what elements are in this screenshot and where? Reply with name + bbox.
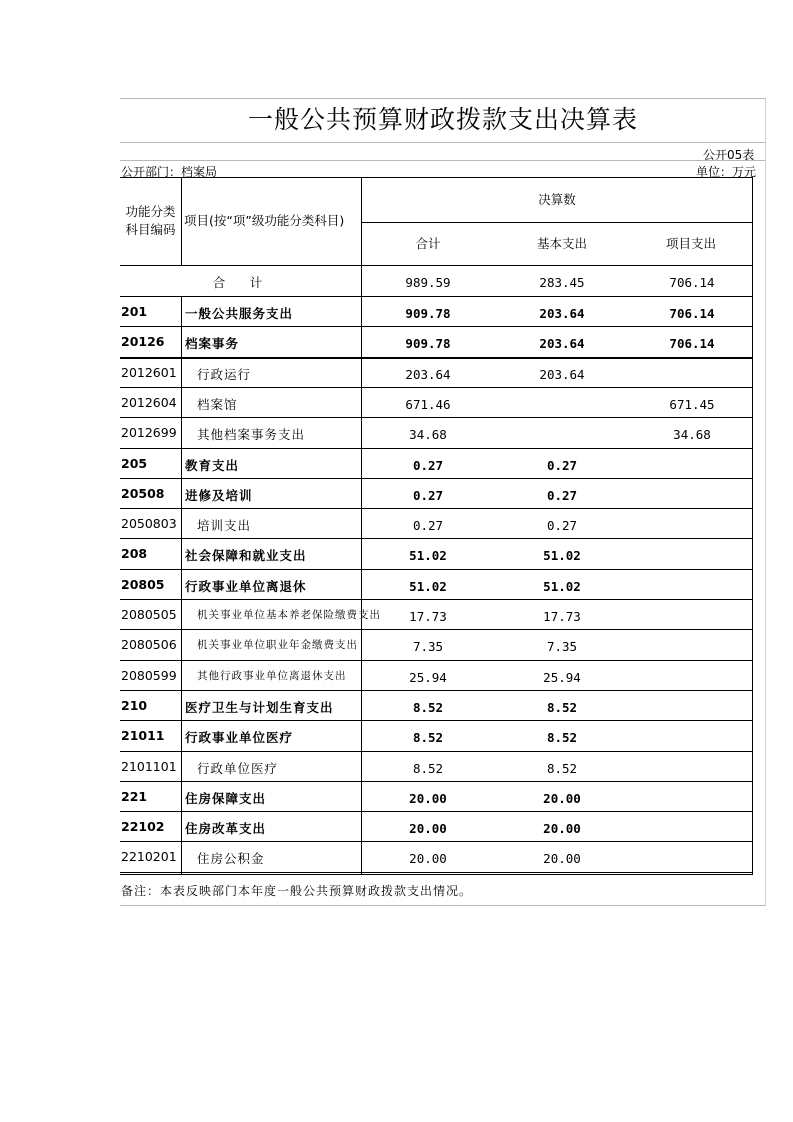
row-code: 22102 (121, 819, 165, 835)
row-name: 机关事业单位职业年金缴费支出 (197, 639, 358, 652)
row-total: 909.78 (405, 336, 451, 352)
row-border (120, 781, 753, 782)
row-total: 34.68 (409, 427, 447, 443)
row-basic: 20.00 (543, 851, 581, 867)
row-border (120, 326, 753, 327)
row-border (120, 296, 753, 297)
row-basic: 25.94 (543, 669, 581, 685)
row-code: 21011 (121, 728, 165, 744)
row-total: 0.27 (412, 457, 444, 473)
row-name: 一般公共服务支出 (185, 306, 294, 321)
row-code: 2080506 (121, 637, 177, 653)
footnote-divider (120, 905, 766, 906)
row-basic: 0.27 (546, 518, 578, 534)
row-border (120, 811, 753, 812)
row-basic: 203.64 (539, 336, 585, 352)
total-row-label: 合 计 (212, 275, 269, 290)
row-total: 203.64 (405, 366, 451, 382)
row-total: 7.35 (412, 639, 444, 655)
row-basic: 51.02 (543, 578, 581, 594)
row-total: 25.94 (409, 669, 447, 685)
row-name: 住房保障支出 (185, 790, 267, 806)
row-basic: 0.27 (546, 487, 578, 503)
row-border (120, 690, 753, 691)
body-col-divider (181, 296, 182, 874)
row-name: 行政事业单位医疗 (185, 730, 294, 746)
row-name: 机关事业单位基本养老保险缴费支出 (197, 609, 381, 621)
header-total: 合计 (415, 236, 441, 251)
row-code: 2210201 (121, 849, 177, 865)
row-total: 0.27 (412, 518, 444, 534)
department-label: 公开部门：档案局 (121, 165, 218, 179)
row-code: 2080505 (121, 607, 177, 622)
row-border (120, 629, 753, 630)
row-border (120, 599, 753, 600)
unit-label: 单位：万元 (696, 165, 757, 179)
table-bottom-border (120, 874, 753, 875)
row-border (120, 720, 753, 721)
header-final: 决算数 (538, 192, 576, 207)
sheet-right-gridline (765, 98, 766, 906)
row-code: 2050803 (121, 516, 177, 532)
row-border (120, 478, 753, 479)
row-basic: 17.73 (543, 609, 581, 624)
row-code: 208 (121, 546, 148, 562)
row-name: 其他档案事务支出 (197, 427, 306, 443)
row-total: 671.46 (405, 396, 451, 412)
row-name: 社会保障和就业支出 (185, 548, 307, 564)
header-basic: 基本支出 (536, 236, 587, 251)
row-project: 34.68 (673, 427, 711, 443)
row-border (120, 357, 753, 359)
row-total: 51.02 (409, 578, 447, 594)
row-basic: 20.00 (543, 790, 581, 806)
row-border (120, 841, 753, 842)
row-basic: 203.64 (539, 366, 585, 382)
row-name: 行政运行 (197, 366, 252, 382)
row-basic: 203.64 (539, 306, 585, 321)
row-code: 2080599 (121, 667, 177, 683)
row-code: 2012604 (121, 394, 177, 410)
row-name: 住房公积金 (197, 851, 265, 867)
row-name: 住房改革支出 (185, 821, 267, 837)
row-name: 进修及培训 (185, 487, 253, 503)
row-total: 8.52 (412, 760, 444, 776)
row-basic: 8.52 (546, 730, 578, 746)
row-code: 20508 (121, 485, 165, 501)
row-basic: 7.35 (546, 639, 578, 655)
row-total: 8.52 (412, 699, 444, 715)
header-code: 功能分类 科目编码 (125, 204, 176, 237)
row-border (120, 387, 753, 388)
header-item: 项目(按“项”级功能分类科目) (184, 213, 345, 228)
row-project: 671.45 (669, 396, 715, 412)
row-total: 20.00 (409, 821, 447, 837)
row-name: 行政单位医疗 (197, 760, 279, 776)
row-name: 其他行政事业单位离退休支出 (197, 669, 347, 682)
row-basic: 8.52 (546, 760, 578, 776)
title-divider (120, 142, 766, 143)
row-total: 51.02 (409, 548, 447, 564)
row-name: 培训支出 (197, 518, 252, 534)
meta-divider (120, 160, 766, 161)
row-border (120, 538, 753, 539)
row-code: 2012699 (121, 425, 177, 441)
row-total: 20.00 (409, 851, 447, 867)
header-col-divider-1 (181, 177, 182, 265)
header-top-border (120, 177, 753, 178)
row-border (120, 660, 753, 661)
row-code: 2012601 (121, 364, 177, 380)
row-project: 706.14 (669, 336, 715, 352)
row-code: 20126 (121, 334, 165, 350)
footnote: 备注：本表反映部门本年度一般公共预算财政拨款支出情况。 (121, 884, 473, 898)
row-total: 909.78 (405, 306, 451, 321)
header-bottom-border (120, 265, 753, 266)
row-basic: 8.52 (546, 699, 578, 715)
row-total: 20.00 (409, 790, 447, 806)
row-code: 205 (121, 455, 148, 471)
row-code: 201 (121, 304, 148, 319)
row-border (120, 751, 753, 752)
row-code: 2101101 (121, 758, 177, 774)
total-row-project: 706.14 (669, 275, 715, 290)
row-code: 221 (121, 788, 148, 804)
table-number: 公开05表 (703, 148, 755, 162)
row-total: 8.52 (412, 730, 444, 746)
row-name: 教育支出 (185, 457, 240, 473)
row-name: 行政事业单位离退休 (185, 578, 307, 594)
row-border (120, 448, 753, 449)
row-border (120, 508, 753, 509)
total-row-basic: 283.45 (539, 275, 585, 290)
row-total: 0.27 (412, 487, 444, 503)
row-name: 档案馆 (197, 396, 238, 412)
row-name: 医疗卫生与计划生育支出 (185, 699, 334, 715)
row-total: 17.73 (409, 609, 447, 624)
row-name: 档案事务 (185, 336, 240, 352)
row-basic: 0.27 (546, 457, 578, 473)
total-row-total: 989.59 (405, 275, 451, 290)
row-basic: 51.02 (543, 548, 581, 564)
row-code: 20805 (121, 576, 165, 592)
page-title: 一般公共预算财政拨款支出决算表 (247, 105, 638, 134)
row-border (120, 872, 753, 873)
sheet-top-border (120, 98, 766, 99)
row-border (120, 417, 753, 418)
row-project: 706.14 (669, 306, 715, 321)
header-mid-border (361, 222, 753, 223)
header-project: 项目支出 (665, 236, 716, 251)
row-basic: 20.00 (543, 821, 581, 837)
row-code: 210 (121, 697, 148, 713)
row-border (120, 569, 753, 570)
